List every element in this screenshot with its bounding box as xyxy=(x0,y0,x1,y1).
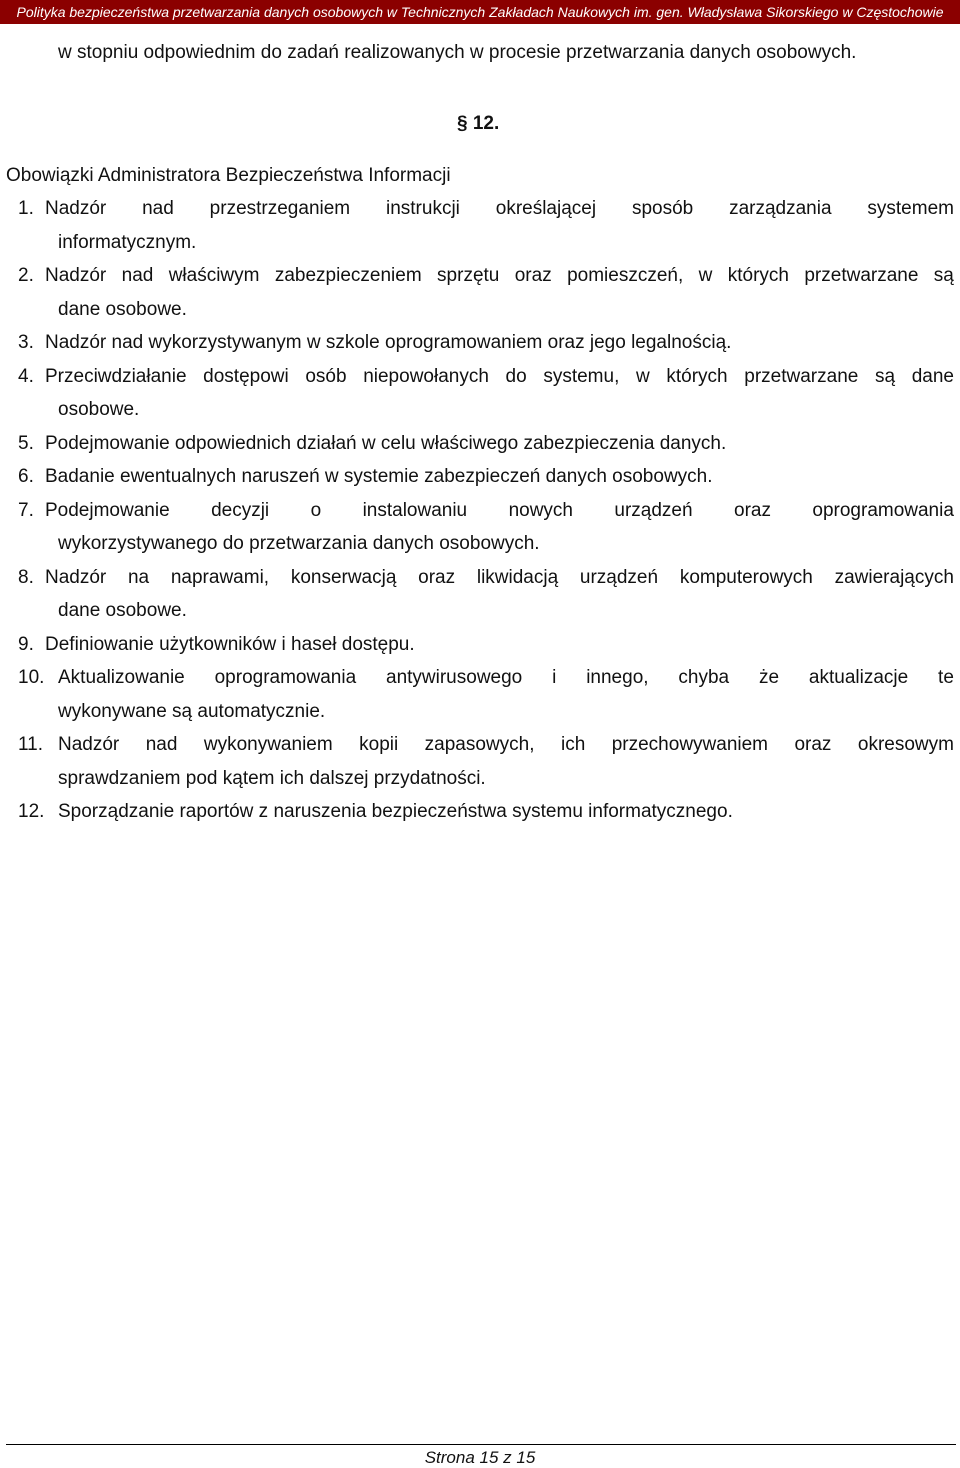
list-item-text: Podejmowanie decyzji o instalowaniu nowych urządzeń oraz oprogramowania xyxy=(45,500,954,521)
document-header xyxy=(0,0,960,24)
list-item-number: 10. xyxy=(18,667,45,688)
list-item-number: 12. xyxy=(18,801,45,822)
list-item-text: Nadzór nad przestrzeganiem instrukcji określającej sposób zarządzania systemem xyxy=(45,198,954,219)
list-item-number: 7. xyxy=(18,500,34,521)
document-header-title: Polityka bezpieczeństwa przetwarzania danych osobowych w Technicznych Zakładach Naukowych im. gen. Władysława Sikorskiego w Częstochowie xyxy=(16,4,944,20)
list-item-text: wykonywane są automatycznie. xyxy=(58,701,326,722)
section-number: § 12. xyxy=(457,113,500,134)
list-item-text: wykorzystywanego do przetwarzania danych osobowych. xyxy=(58,533,540,554)
list-item-number: 4. xyxy=(18,366,34,387)
page-number: Strona 15 z 15 xyxy=(424,1448,536,1467)
list-item-number: 1. xyxy=(18,198,34,219)
list-item-text: informatycznym. xyxy=(58,232,197,253)
section-title: Obowiązki Administratora Bezpieczeństwa Informacji xyxy=(6,165,451,186)
list-item-text: Przeciwdziałanie dostępowi osób niepowołanych do systemu, w których przetwarzane są dane xyxy=(45,366,954,387)
footer-divider xyxy=(6,1444,956,1445)
list-item-number: 8. xyxy=(18,567,34,588)
intro-line: w stopniu odpowiednim do zadań realizowanych w procesie przetwarzania danych osobowych. xyxy=(58,42,857,63)
list-item-text: dane osobowe. xyxy=(58,600,187,621)
list-item-text: Podejmowanie odpowiednich działań w celu właściwego zabezpieczenia danych. xyxy=(45,433,727,454)
list-item-text: Nadzór na naprawami, konserwacją oraz likwidacją urządzeń komputerowych zawierających xyxy=(45,567,954,588)
list-item-text: Aktualizowanie oprogramowania antywirusowego i innego, chyba że aktualizacje te xyxy=(58,667,954,688)
list-item-text: Nadzór nad wykonywaniem kopii zapasowych, ich przechowywaniem oraz okresowym xyxy=(58,734,954,755)
list-item-text: sprawdzaniem pod kątem ich dalszej przydatności. xyxy=(58,768,486,789)
list-item-number: 2. xyxy=(18,265,34,286)
list-item-text: Nadzór nad wykorzystywanym w szkole oprogramowaniem oraz jego legalnością. xyxy=(45,332,732,353)
list-item-text: Badanie ewentualnych naruszeń w systemie zabezpieczeń danych osobowych. xyxy=(45,466,713,487)
list-item-number: 6. xyxy=(18,466,34,487)
list-item-number: 3. xyxy=(18,332,34,353)
list-item-number: 11. xyxy=(18,734,44,755)
list-item-text: dane osobowe. xyxy=(58,299,187,320)
list-item-text: Nadzór nad właściwym zabezpieczeniem sprzętu oraz pomieszczeń, w których przetwarzane są xyxy=(45,265,954,286)
list-item-text: Sporządzanie raportów z naruszenia bezpieczeństwa systemu informatycznego. xyxy=(58,801,733,822)
list-item-number: 9. xyxy=(18,634,34,655)
list-item-text: Definiowanie użytkowników i haseł dostępu. xyxy=(45,634,415,655)
list-item-number: 5. xyxy=(18,433,34,454)
list-item-text: osobowe. xyxy=(58,399,140,420)
